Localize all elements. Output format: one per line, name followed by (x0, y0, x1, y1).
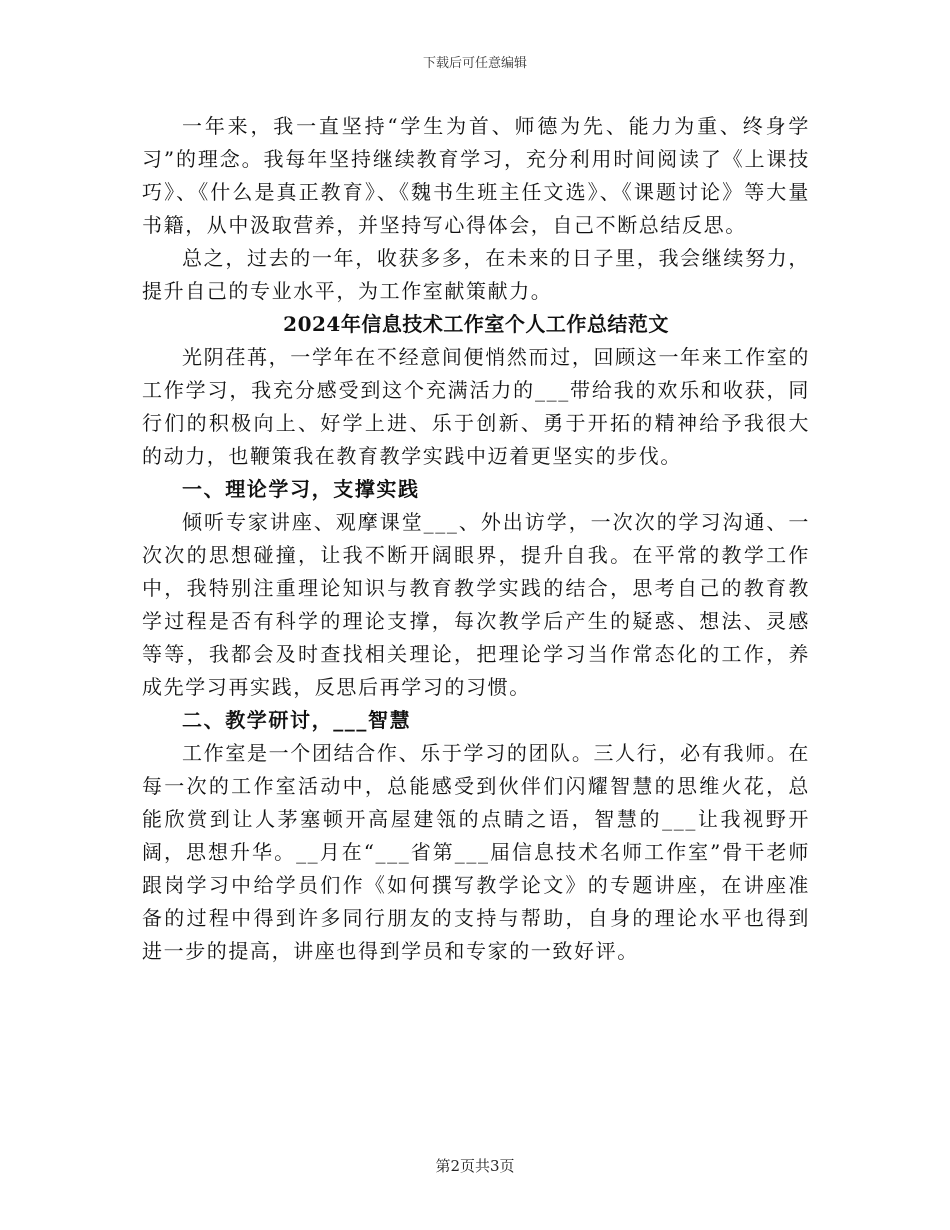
paragraph-intro: 光阴荏苒，一学年在不经意间便悄然而过，回顾这一年来工作室的工作学习，我充分感受到这个充满活力的___带给我的欢乐和收获，同行们的积极向上、好学上进、乐于创新、勇于开拓的精神给予我很大的动力，也鞭策我在教育教学实践中迈着更坚实的步伐。 (142, 345, 810, 468)
paragraph-learning: 一年来，我一直坚持“学生为首、师德为先、能力为重、终身学习”的理念。我每年坚持继续教育学习，充分利用时间阅读了《上课技巧》、《什么是真正教育》、《魏书生班主任文选》、《课题讨论》等大量书籍，从中汲取营养，并坚持写心得体会，自己不断总结反思。 (142, 114, 810, 237)
paragraph-theory: 倾听专家讲座、观摩课堂___、外出访学，一次次的学习沟通、一次次的思想碰撞，让我不断开阔眼界，提升自我。在平常的教学工作中，我特别注重理论知识与教育教学实践的结合，思考自己的教育教学过程是否有科学的理论支撑，每次教学后产生的疑惑、想法、灵感等等，我都会及时查找相关理论，把理论学习当作常态化的工作，养成先学习再实践，反思后再学习的习惯。 (142, 510, 810, 699)
section-heading-theory: 一、理论学习，支撑实践 (182, 477, 420, 501)
section-heading-research: 二、教学研讨，___智慧 (182, 708, 412, 732)
page-header-note: 下载后可任意编辑 (422, 56, 527, 71)
paragraph-research: 工作室是一个团结合作、乐于学习的团队。三人行，必有我师。在每一次的工作室活动中，总能感受到伙伴们闪耀智慧的思维火花，总能欣赏到让人茅塞顿开高屋建瓴的点睛之语，智慧的___让我视野开阔，思想升华。__月在“___省第___届信息技术名师工作室”骨干老师跟岗学习中给学员们作《如何撰写教学论文》的专题讲座，在讲座准备的过程中得到许多同行朋友的支持与帮助，自身的理论水平也得到进一步的提高，讲座也得到学员和专家的一致好评。 (142, 741, 810, 963)
page-footer-number: 第2页共3页 (435, 1157, 515, 1175)
document-body (142, 110, 810, 968)
paragraph-conclusion: 总之，过去的一年，收获多多，在未来的日子里，我会继续努力，提升自己的专业水平，为工作室献策献力。 (142, 246, 810, 303)
document-title: 2024年信息技术工作室个人工作总结范文 (283, 312, 669, 336)
